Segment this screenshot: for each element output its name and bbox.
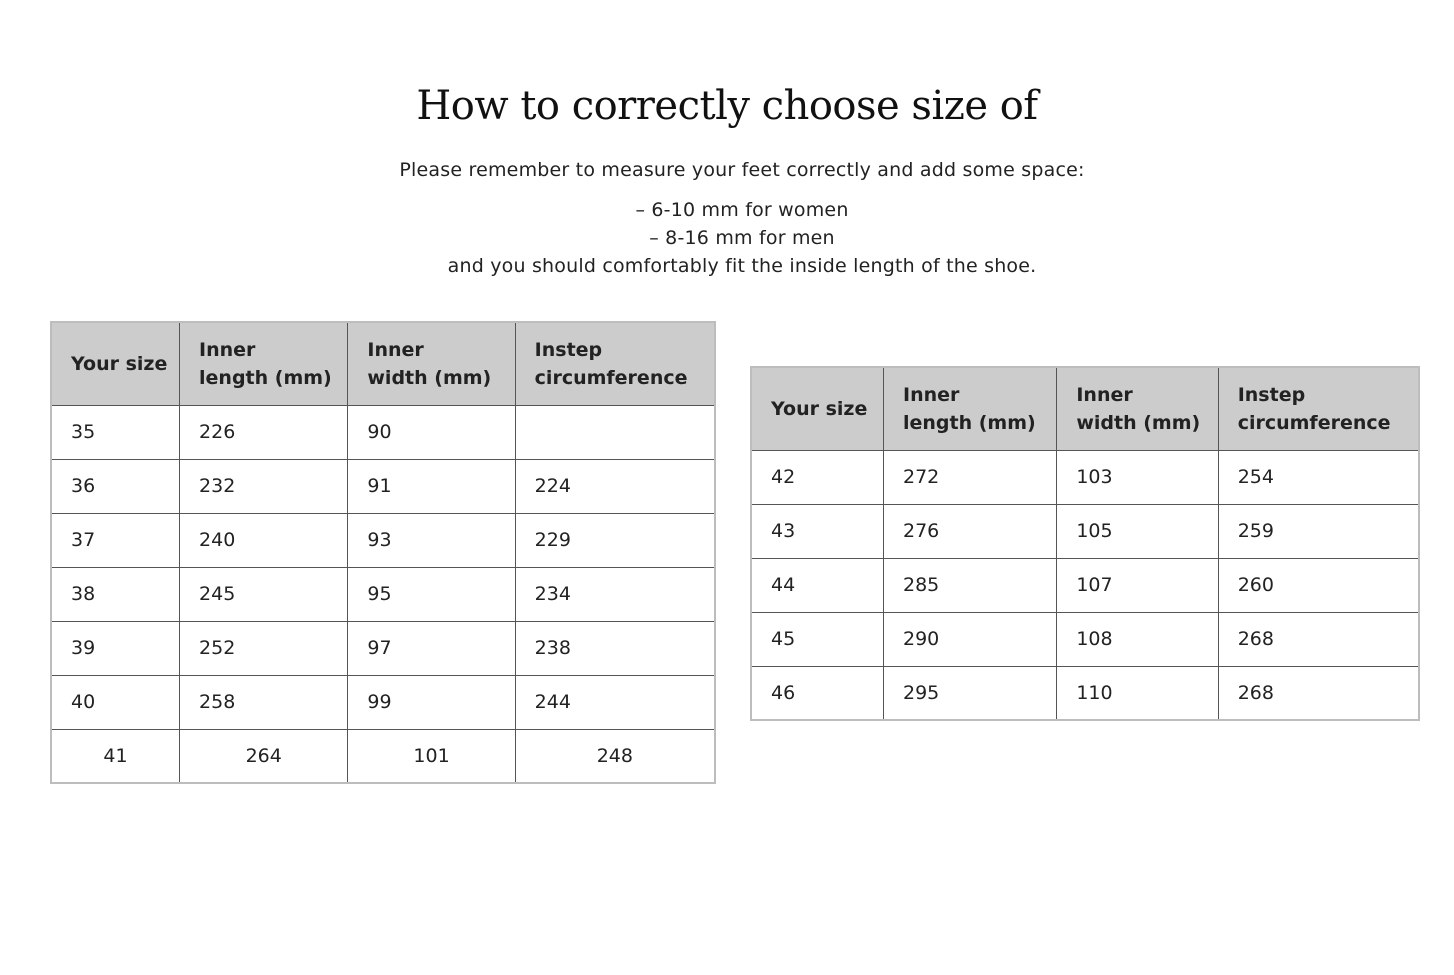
cell-size: 40 bbox=[51, 675, 180, 729]
cell-length: 258 bbox=[180, 675, 348, 729]
cell-length: 276 bbox=[884, 504, 1057, 558]
cell-instep: 234 bbox=[515, 567, 715, 621]
cell-instep: 224 bbox=[515, 459, 715, 513]
cell-size: 42 bbox=[751, 450, 884, 504]
cell-size: 45 bbox=[751, 612, 884, 666]
table-row bbox=[751, 558, 1419, 612]
header-inner-width: Inner width (mm) bbox=[348, 322, 515, 405]
cell-length: 226 bbox=[180, 405, 348, 459]
page-title: How to correctly choose size of bbox=[416, 83, 1038, 129]
cell-width: 93 bbox=[348, 513, 515, 567]
table-row bbox=[751, 504, 1419, 558]
table-row bbox=[51, 405, 715, 459]
cell-width: 91 bbox=[348, 459, 515, 513]
table-row bbox=[751, 450, 1419, 504]
cell-width: 105 bbox=[1057, 504, 1218, 558]
cell-instep: 238 bbox=[515, 621, 715, 675]
cell-instep: 254 bbox=[1218, 450, 1419, 504]
cell-width: 107 bbox=[1057, 558, 1218, 612]
cell-size: 44 bbox=[751, 558, 884, 612]
cell-instep: 229 bbox=[515, 513, 715, 567]
cell-instep: 259 bbox=[1218, 504, 1419, 558]
header-inner-length: Inner length (mm) bbox=[884, 367, 1057, 450]
table-row bbox=[51, 729, 715, 783]
cell-length: 264 bbox=[180, 729, 348, 783]
cell-width: 97 bbox=[348, 621, 515, 675]
header-inner-width: Inner width (mm) bbox=[1057, 367, 1218, 450]
note-men: – 8-16 mm for men bbox=[649, 227, 835, 249]
cell-length: 232 bbox=[180, 459, 348, 513]
cell-width: 103 bbox=[1057, 450, 1218, 504]
cell-length: 285 bbox=[884, 558, 1057, 612]
cell-size: 41 bbox=[51, 729, 180, 783]
cell-length: 295 bbox=[884, 666, 1057, 720]
cell-size: 38 bbox=[51, 567, 180, 621]
size-table-large bbox=[750, 366, 1420, 721]
spacing-notes bbox=[0, 196, 1454, 280]
cell-width: 108 bbox=[1057, 612, 1218, 666]
cell-instep: 248 bbox=[515, 729, 715, 783]
intro-text: Please remember to measure your feet correctly and add some space: bbox=[399, 159, 1085, 181]
note-outro: and you should comfortably fit the inside length of the shoe. bbox=[447, 255, 1037, 277]
header-inner-length: Inner length (mm) bbox=[180, 322, 348, 405]
table-row bbox=[751, 666, 1419, 720]
table-row bbox=[51, 675, 715, 729]
table-row bbox=[51, 513, 715, 567]
cell-instep: 244 bbox=[515, 675, 715, 729]
cell-size: 36 bbox=[51, 459, 180, 513]
size-table-small bbox=[50, 321, 716, 784]
table-header-row bbox=[751, 367, 1419, 450]
cell-length: 252 bbox=[180, 621, 348, 675]
cell-size: 39 bbox=[51, 621, 180, 675]
cell-size: 46 bbox=[751, 666, 884, 720]
cell-instep: 268 bbox=[1218, 612, 1419, 666]
cell-length: 272 bbox=[884, 450, 1057, 504]
cell-size: 37 bbox=[51, 513, 180, 567]
cell-instep: 268 bbox=[1218, 666, 1419, 720]
header-instep: Instep circumference bbox=[1218, 367, 1419, 450]
table-row bbox=[51, 459, 715, 513]
cell-width: 95 bbox=[348, 567, 515, 621]
header-your-size: Your size bbox=[51, 322, 180, 405]
cell-instep: 260 bbox=[1218, 558, 1419, 612]
table-row bbox=[51, 621, 715, 675]
cell-length: 245 bbox=[180, 567, 348, 621]
cell-size: 43 bbox=[751, 504, 884, 558]
cell-length: 240 bbox=[180, 513, 348, 567]
cell-instep bbox=[515, 405, 715, 459]
table-row bbox=[51, 567, 715, 621]
cell-size: 35 bbox=[51, 405, 180, 459]
cell-width: 101 bbox=[348, 729, 515, 783]
header-your-size: Your size bbox=[751, 367, 884, 450]
table-header-row bbox=[51, 322, 715, 405]
cell-length: 290 bbox=[884, 612, 1057, 666]
cell-width: 90 bbox=[348, 405, 515, 459]
cell-width: 110 bbox=[1057, 666, 1218, 720]
note-women: – 6-10 mm for women bbox=[635, 199, 849, 221]
header-instep: Instep circumference bbox=[515, 322, 715, 405]
cell-width: 99 bbox=[348, 675, 515, 729]
table-row bbox=[751, 612, 1419, 666]
